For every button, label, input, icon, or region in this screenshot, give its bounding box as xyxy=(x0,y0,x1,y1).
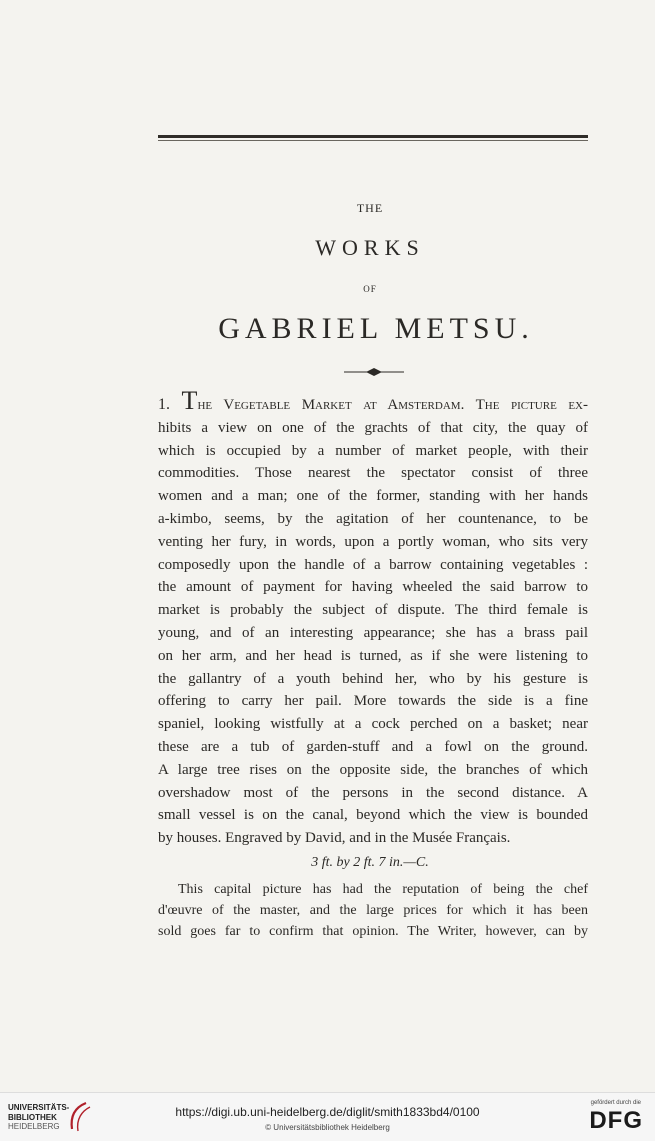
entry-line: market is probably the subject of dispute. The third female is xyxy=(158,602,588,619)
entry-line: overshadow most of the persons in the second distance. A xyxy=(158,784,588,801)
entry-line: hibits a view on one of the grachts of that city, the quay of xyxy=(158,419,588,436)
entry-paragraph xyxy=(158,386,588,850)
entry-line: 1. The Vegetable Market at Amsterdam. The picture ex- xyxy=(158,386,588,415)
entry-line: the amount of payment for having wheeled the said barrow to xyxy=(158,579,588,596)
note-line: sold goes far to confirm that opinion. The Writer, however, can by xyxy=(158,924,588,939)
note-line: This capital picture has had the reputation of being the chef xyxy=(178,882,588,897)
copyright-notice: © Universitätsbibliothek Heidelberg xyxy=(265,1123,390,1132)
entry-line: young, and of an interesting appearance; she has a brass pail xyxy=(158,624,588,641)
entry-line: commodities. Those nearest the spectator consist of three xyxy=(158,465,588,482)
note-line: d'œuvre of the master, and the large prices for which it has been xyxy=(158,903,588,918)
entry-line: women and a man; one of the former, standing with her hands xyxy=(158,488,588,505)
entry-line: A large tree rises on the opposite side, the branches of which xyxy=(158,761,588,778)
note-paragraph xyxy=(158,879,588,942)
dimensions-line: 3 ft. by 2 ft. 7 in.—C. xyxy=(311,855,429,870)
entry-line: offering to carry her pail. More towards the side is a fine xyxy=(158,693,588,710)
entry-line: by houses. Engraved by David, and in the Musée Français. xyxy=(158,830,511,847)
entry-line: venting her fury, in words, upon a portly woman, who sits very xyxy=(158,533,588,550)
ornament-divider-icon xyxy=(344,365,404,379)
viewer-footer xyxy=(0,1092,655,1141)
entry-number: 1. xyxy=(158,396,170,413)
entry-line: these are a tub of garden-stuff and a fowl on the ground. xyxy=(158,738,588,755)
title-works: WORKS xyxy=(315,235,425,260)
entry-line: a-kimbo, seems, by the agitation of her countenance, to be xyxy=(158,510,588,527)
title-of: OF xyxy=(363,284,377,294)
entry-line: small vessel is on the canal, beyond which the view is bounded xyxy=(158,807,588,824)
entry-dropcap: T xyxy=(181,386,198,415)
university-library-logo[interactable]: UNIVERSITÄTS- BIBLIOTHEK HEIDELBERG xyxy=(8,1103,70,1131)
title-artist-name: GABRIEL METSU. xyxy=(218,312,534,345)
top-rule-thin xyxy=(158,140,588,141)
title-the: THE xyxy=(356,201,384,215)
entry-line: the gallantry of a youth behind her, who by his gesture is xyxy=(158,670,588,687)
entry-line: which is occupied by a number of market people, with their xyxy=(158,442,588,459)
entry-line: composedly upon the handle of a barrow containing vegetables : xyxy=(158,556,588,573)
funded-by-label: gefördert durch die xyxy=(590,1100,641,1106)
entry-line: on her arm, and her head is turned, as if she were listening to xyxy=(158,647,588,664)
permalink-url[interactable]: https://digi.ub.uni-heidelberg.de/diglit/smith1833bd4/0100 xyxy=(175,1105,480,1119)
entry-line: spaniel, looking wistfully at a cock perched on a basket; near xyxy=(158,716,588,733)
top-rule xyxy=(158,135,588,138)
dfg-logo[interactable]: DFG xyxy=(589,1107,643,1134)
